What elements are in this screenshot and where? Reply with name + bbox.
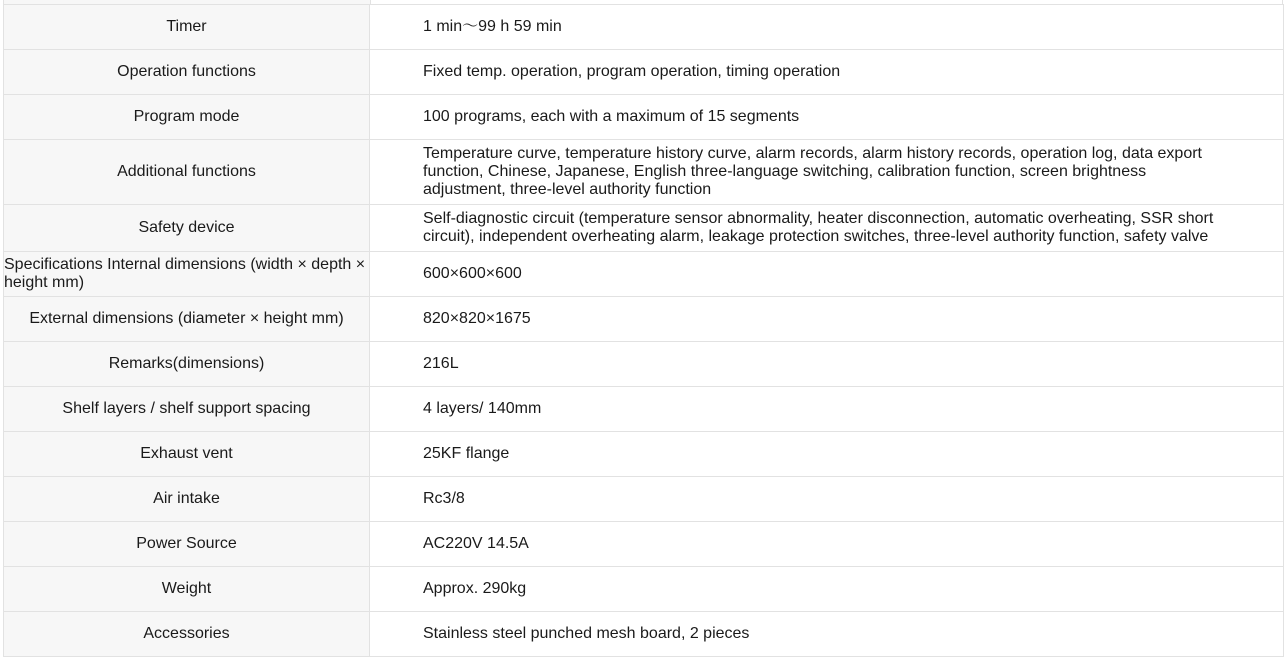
spec-label-weight: Weight	[4, 567, 370, 612]
table-row	[4, 387, 1284, 432]
spec-value-accessories: Stainless steel punched mesh board, 2 pieces	[370, 612, 1284, 657]
spec-value-program-mode: 100 programs, each with a maximum of 15 segments	[370, 95, 1284, 140]
spec-label-air-intake: Air intake	[4, 477, 370, 522]
spec-label-remarks: Remarks(dimensions)	[4, 342, 370, 387]
spec-label-external-dimensions: External dimensions (diameter × height mm)	[4, 297, 370, 342]
spec-label-operation-functions: Operation functions	[4, 50, 370, 95]
table-row	[4, 252, 1284, 297]
spec-label-program-mode: Program mode	[4, 95, 370, 140]
table-row	[4, 5, 1284, 50]
spec-value-additional-functions: Temperature curve, temperature history curve, alarm records, alarm history records, operation log, data export function, Chinese, Japanese, English three-language switching, calibration function, screen brightness adjustment, three-level authority function	[370, 140, 1284, 205]
spec-value-remarks: 216L	[370, 342, 1284, 387]
spec-label-internal-dimensions: Specifications Internal dimensions (width × depth × height mm)	[4, 252, 370, 297]
table-row	[4, 140, 1284, 205]
table-row	[4, 612, 1284, 657]
spec-value-power-source: AC220V 14.5A	[370, 522, 1284, 567]
spec-value-air-intake: Rc3/8	[370, 477, 1284, 522]
table-row	[4, 522, 1284, 567]
table-row	[4, 567, 1284, 612]
spec-value-external-dimensions: 820×820×1675	[370, 297, 1284, 342]
specifications-table	[3, 4, 1284, 657]
spec-label-timer: Timer	[4, 5, 370, 50]
spec-label-power-source: Power Source	[4, 522, 370, 567]
table-row	[4, 205, 1284, 252]
spec-value-operation-functions: Fixed temp. operation, program operation, timing operation	[370, 50, 1284, 95]
spec-value-shelf-layers: 4 layers/ 140mm	[370, 387, 1284, 432]
table-row	[4, 432, 1284, 477]
table-row	[4, 95, 1284, 140]
spec-value-internal-dimensions: 600×600×600	[370, 252, 1284, 297]
spec-label-exhaust-vent: Exhaust vent	[4, 432, 370, 477]
spec-value-timer: 1 min～99 h 59 min	[370, 5, 1284, 50]
spec-label-shelf-layers: Shelf layers / shelf support spacing	[4, 387, 370, 432]
spec-value-exhaust-vent: 25KF flange	[370, 432, 1284, 477]
spec-label-additional-functions: Additional functions	[4, 140, 370, 205]
spec-value-safety-device: Self-diagnostic circuit (temperature sensor abnormality, heater disconnection, automatic overheating, SSR short circuit), independent overheating alarm, leakage protection switches, three-level authority function, safety valve	[370, 205, 1284, 252]
table-row	[4, 477, 1284, 522]
table-row	[4, 297, 1284, 342]
spec-label-safety-device: Safety device	[4, 205, 370, 252]
table-row	[4, 50, 1284, 95]
spec-value-weight: Approx. 290kg	[370, 567, 1284, 612]
table-row	[4, 342, 1284, 387]
spec-label-accessories: Accessories	[4, 612, 370, 657]
